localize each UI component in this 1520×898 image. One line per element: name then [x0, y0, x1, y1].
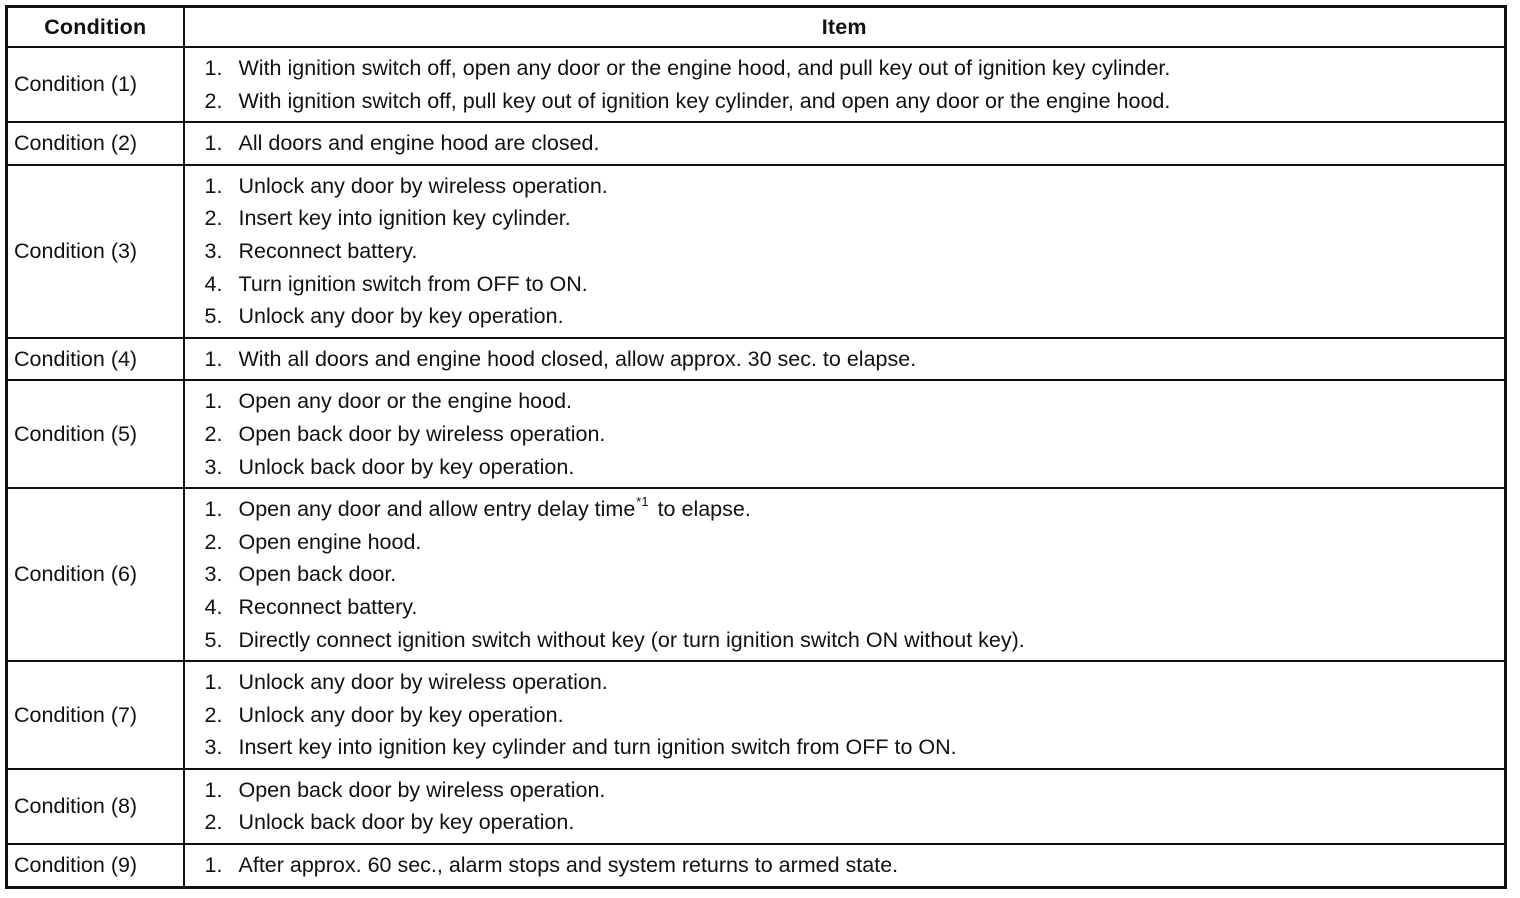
step-text: Unlock any door by key operation.: [238, 702, 564, 727]
list-item: [205, 127, 1505, 160]
list-item: [205, 202, 1505, 235]
list-item: [205, 699, 1505, 732]
step-number: 2.: [204, 702, 223, 727]
condition-label: Condition (6): [7, 488, 184, 661]
item-cell: [184, 338, 1506, 381]
step-list: [205, 774, 1505, 839]
step-number: 1.: [204, 389, 223, 414]
condition-label: Condition (5): [7, 380, 184, 488]
table-row: [7, 122, 1506, 165]
condition-label: Condition (2): [7, 122, 184, 165]
step-list: [205, 385, 1505, 483]
step-number: 4.: [204, 594, 223, 619]
step-text: Reconnect battery.: [238, 238, 418, 263]
step-number: 3.: [204, 238, 223, 263]
list-item: [205, 85, 1505, 118]
step-text: Unlock back door by key operation.: [238, 454, 575, 479]
table-row: [7, 380, 1506, 488]
step-list: [205, 666, 1505, 764]
step-text: Directly connect ignition switch without key (or turn ignition switch ON without key).: [238, 627, 1025, 652]
step-number: 4.: [204, 271, 223, 296]
step-number: 3.: [204, 735, 223, 760]
step-text: With all doors and engine hood closed, allow approx. 30 sec. to elapse.: [238, 346, 917, 371]
header-condition: Condition: [7, 7, 184, 48]
step-number: 1.: [204, 173, 223, 198]
table-row: [7, 165, 1506, 338]
list-item: [205, 731, 1505, 764]
condition-label: Condition (1): [7, 47, 184, 122]
step-number: 1.: [204, 670, 223, 695]
step-text: With ignition switch off, open any door or the engine hood, and pull key out of ignition key cylinder.: [238, 56, 1171, 80]
list-item: [205, 170, 1505, 203]
list-item: [205, 451, 1505, 484]
step-text: Open back door by wireless operation.: [238, 421, 606, 446]
item-cell: [184, 844, 1506, 887]
item-cell: [184, 165, 1506, 338]
step-list: [205, 52, 1505, 117]
condition-label: Condition (4): [7, 338, 184, 381]
footnote-marker: *1: [636, 493, 649, 509]
step-text: Unlock any door by wireless operation.: [238, 670, 608, 695]
list-item: [205, 385, 1505, 418]
condition-label: Condition (9): [7, 844, 184, 887]
condition-label: Condition (3): [7, 165, 184, 338]
step-text: Turn ignition switch from OFF to ON.: [238, 271, 588, 296]
step-text: Unlock any door by wireless operation.: [238, 173, 608, 198]
step-text: Unlock back door by key operation.: [238, 810, 575, 835]
condition-label: Condition (8): [7, 769, 184, 844]
condition-table: [5, 5, 1507, 889]
step-text: Insert key into ignition key cylinder.: [238, 206, 571, 231]
list-item: [205, 774, 1505, 807]
item-cell: [184, 661, 1506, 769]
step-list: [205, 170, 1505, 333]
step-text: Insert key into ignition key cylinder and turn ignition switch from OFF to ON.: [238, 735, 957, 760]
step-number: 3.: [204, 454, 223, 479]
table-row: [7, 769, 1506, 844]
step-number: 2.: [204, 88, 223, 113]
list-item: [205, 300, 1505, 333]
step-number: 2.: [204, 206, 223, 231]
item-cell: [184, 380, 1506, 488]
step-text: All doors and engine hood are closed.: [238, 131, 600, 156]
step-number: 1.: [204, 777, 223, 802]
step-number: 3.: [204, 562, 223, 587]
step-number: 2.: [204, 810, 223, 835]
item-cell: [184, 122, 1506, 165]
table-header-row: [7, 7, 1506, 48]
step-list: [205, 127, 1505, 160]
step-number: 2.: [204, 529, 223, 554]
step-text: Open back door by wireless operation.: [238, 777, 606, 802]
table-row: [7, 844, 1506, 887]
step-list: [205, 493, 1505, 656]
step-text: Unlock any door by key operation.: [238, 304, 564, 329]
table-row: [7, 661, 1506, 769]
list-item: [205, 52, 1505, 85]
list-item: [205, 849, 1505, 882]
step-text: Open any door or the engine hood.: [238, 389, 573, 414]
list-item: [205, 418, 1505, 451]
step-number: 1.: [204, 853, 223, 878]
list-item: [205, 493, 1505, 526]
list-item: [205, 235, 1505, 268]
item-cell: [184, 488, 1506, 661]
step-text: Reconnect battery.: [238, 594, 418, 619]
step-text: Open engine hood.: [238, 529, 422, 554]
item-cell: [184, 47, 1506, 122]
condition-table-frame: [5, 5, 1507, 892]
step-number: 2.: [204, 421, 223, 446]
step-number: 1.: [204, 497, 223, 522]
step-number: 5.: [204, 627, 223, 652]
step-number: 1.: [204, 346, 223, 371]
item-cell: [184, 769, 1506, 844]
step-list: [205, 343, 1505, 376]
condition-label: Condition (7): [7, 661, 184, 769]
table-body: [7, 47, 1506, 887]
step-text: Open back door.: [238, 562, 397, 587]
step-text: After approx. 60 sec., alarm stops and system returns to armed state.: [238, 853, 899, 878]
list-item: [205, 624, 1505, 657]
table-row: [7, 338, 1506, 381]
step-list: [205, 849, 1505, 882]
step-text: Open any door and allow entry delay time: [238, 497, 636, 522]
step-number: 1.: [204, 131, 223, 156]
step-text-continued: to elapse.: [657, 497, 751, 522]
list-item: [205, 806, 1505, 839]
list-item: [205, 666, 1505, 699]
list-item: [205, 558, 1505, 591]
header-item: Item: [184, 7, 1506, 48]
step-number: 1.: [204, 56, 223, 80]
list-item: [205, 268, 1505, 301]
list-item: [205, 591, 1505, 624]
table-row: [7, 47, 1506, 122]
step-number: 5.: [204, 304, 223, 329]
table-row: [7, 488, 1506, 661]
step-text: With ignition switch off, pull key out of ignition key cylinder, and open any door or the engine hood.: [238, 88, 1171, 113]
list-item: [205, 343, 1505, 376]
list-item: [205, 526, 1505, 559]
